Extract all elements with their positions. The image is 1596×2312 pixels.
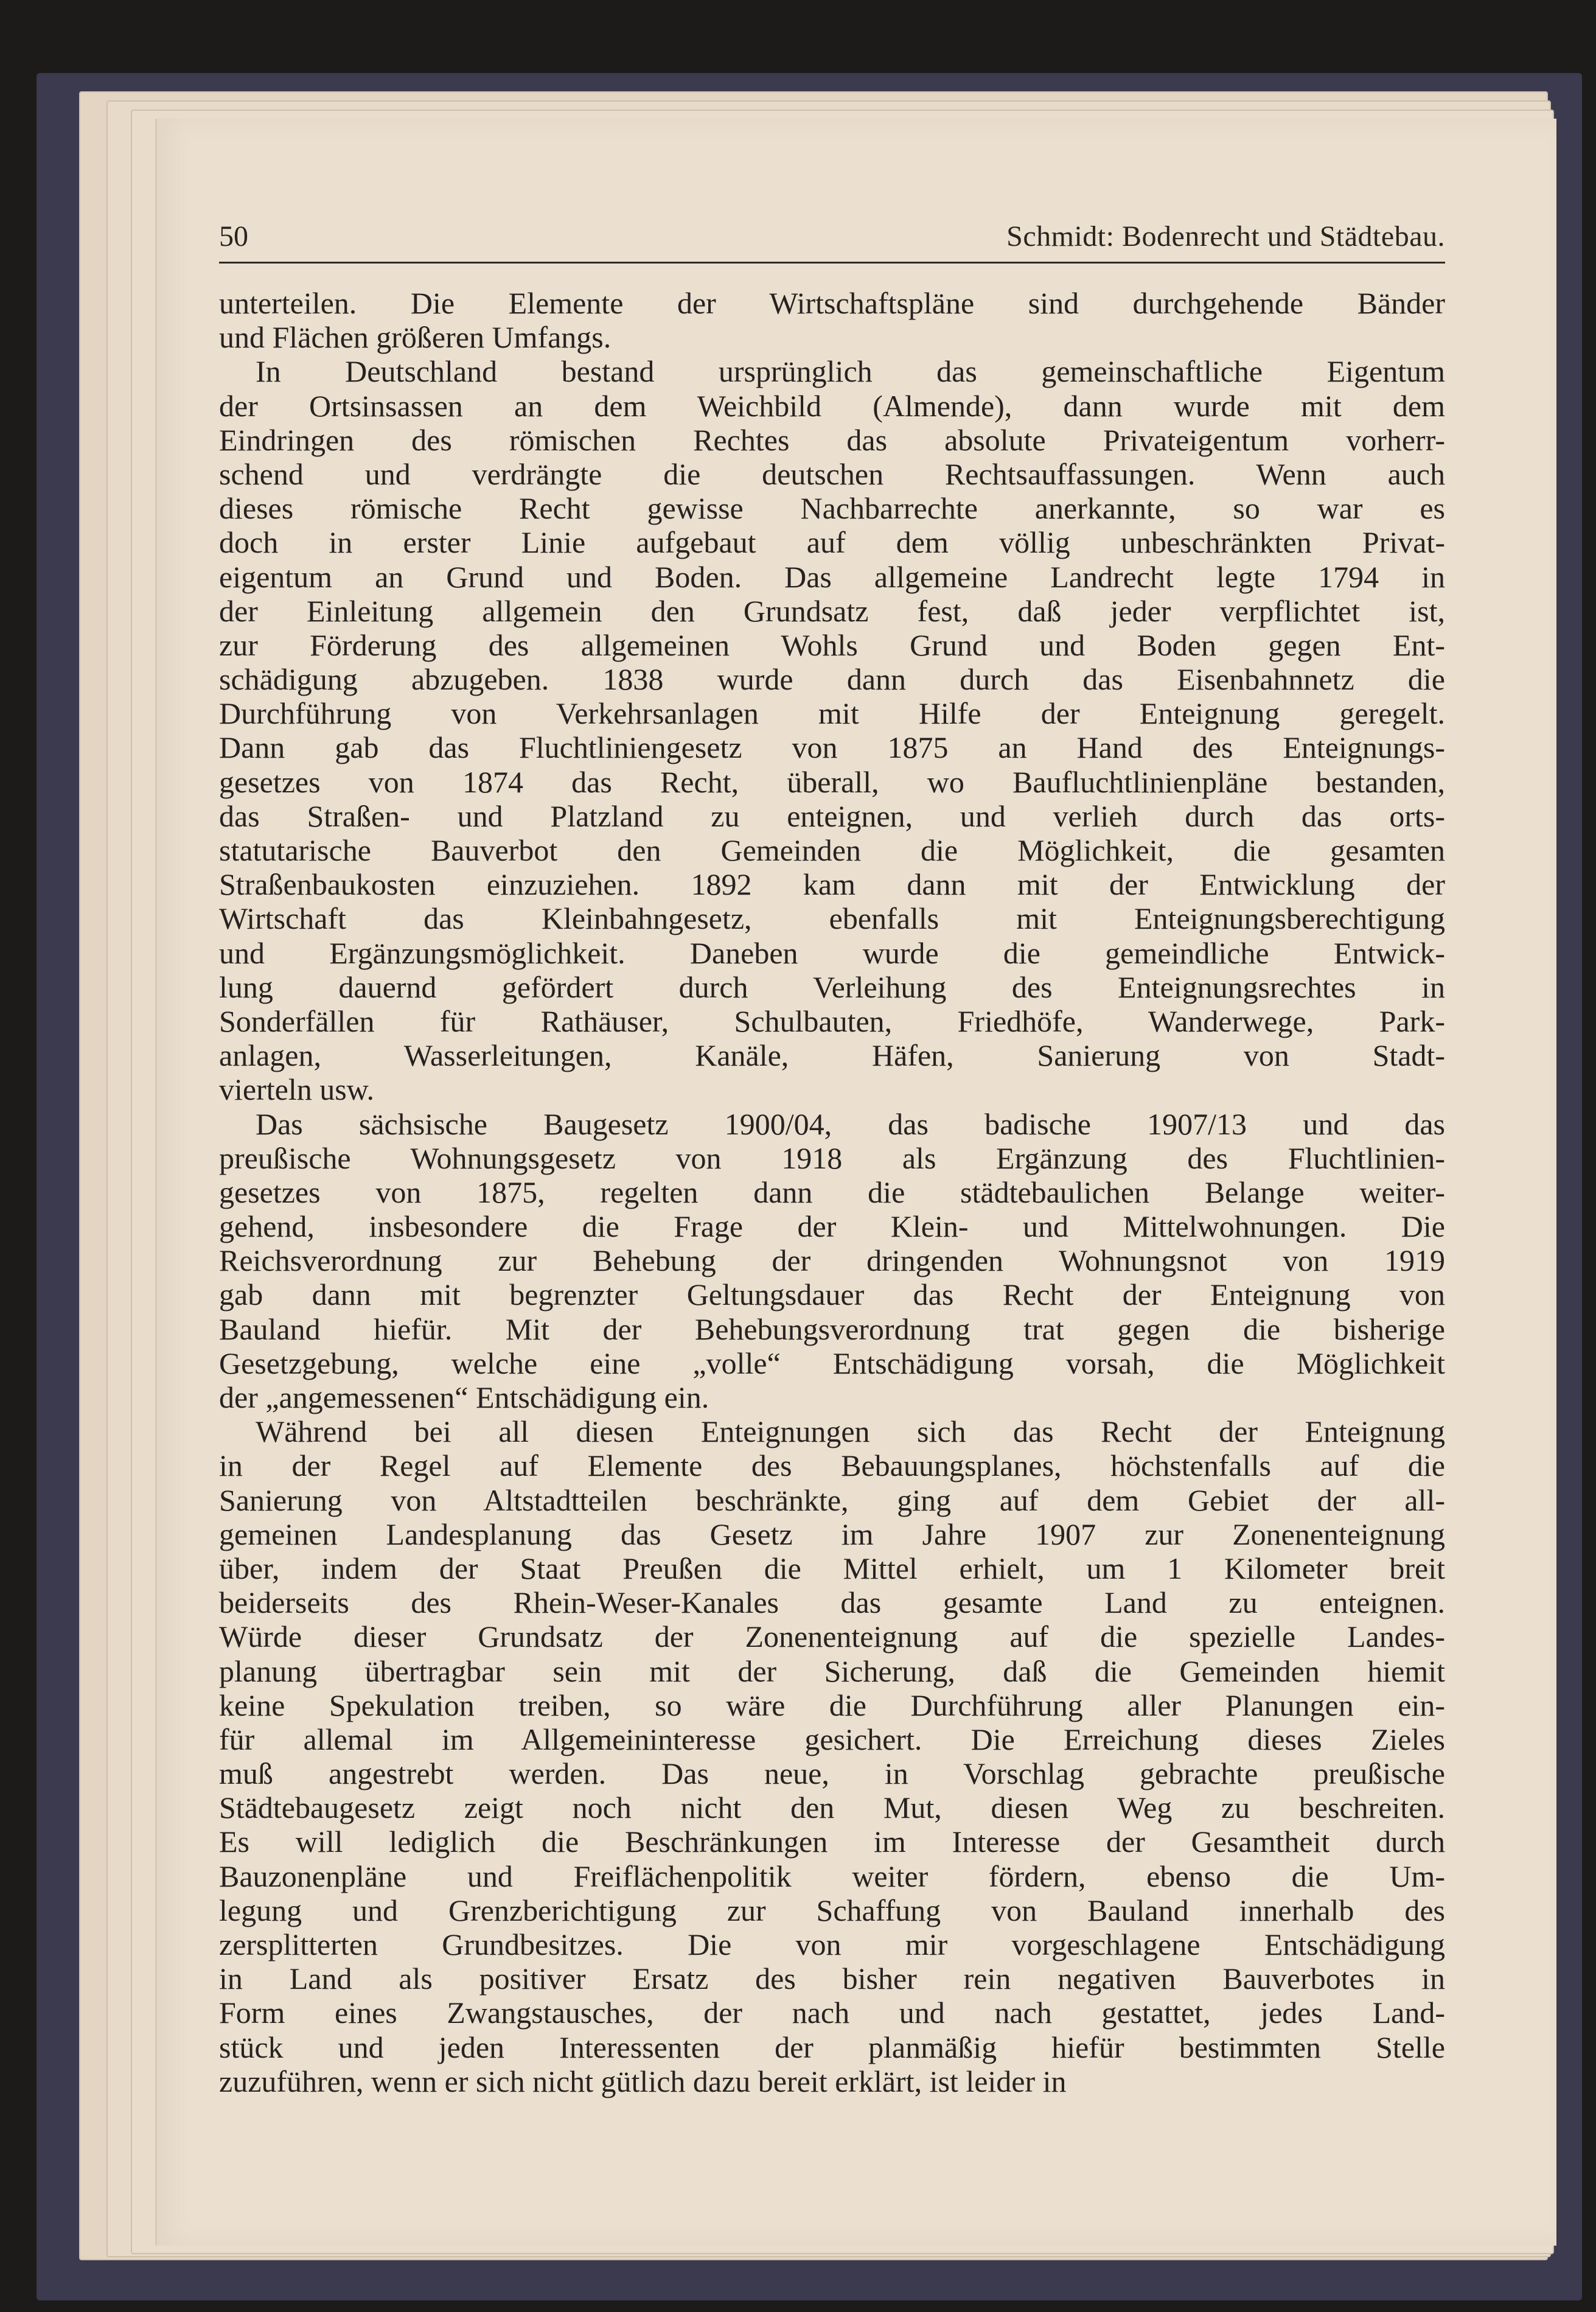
running-head: Schmidt: Bodenrecht und Städtebau. xyxy=(1006,220,1445,253)
text-line: schädigung abzugeben. 1838 wurde dann durch das Eisenbahnnetz die xyxy=(219,662,1445,697)
text-line: stück und jeden Interessenten der planmäßig hiefür bestimmten Stelle xyxy=(219,2030,1445,2064)
text-line: gehend, insbesondere die Frage der Klein- und Mittelwohnungen. Die xyxy=(219,1209,1445,1244)
text-line: anlagen, Wasserleitungen, Kanäle, Häfen, Sanierung von Stadt- xyxy=(219,1038,1445,1073)
text-line: Form eines Zwangstausches, der nach und nach gestattet, jedes Land- xyxy=(219,1996,1445,2030)
page-header xyxy=(219,207,1445,262)
text-line: planung übertragbar sein mit der Sicherung, daß die Gemeinden hiemit xyxy=(219,1654,1445,1688)
text-line: Dann gab das Fluchtliniengesetz von 1875 an Hand des Enteignungs- xyxy=(219,730,1445,765)
text-line: unterteilen. Die Elemente der Wirtschaftspläne sind durchgehende Bänder xyxy=(219,286,1445,320)
text-line: lung dauernd gefördert durch Verleihung des Enteignungsrechtes in xyxy=(219,969,1445,1004)
text-line: Eindringen des römischen Rechtes das absolute Privateigentum vorherr- xyxy=(219,422,1445,457)
text-line: das Straßen- und Platzland zu enteignen, und verlieh durch das orts- xyxy=(219,798,1445,833)
header-rule xyxy=(219,262,1445,264)
text-line: und Flächen größeren Umfangs. xyxy=(219,320,612,355)
text-line: preußische Wohnungsgesetz von 1918 als Ergänzung des Fluchtlinien- xyxy=(219,1140,1445,1175)
paragraph xyxy=(219,1107,1445,1415)
text-line: für allemal im Allgemeininteresse gesichert. Die Erreichung dieses Zieles xyxy=(219,1722,1445,1756)
text-line: Das sächsische Baugesetz 1900/04, das badische 1907/13 und das xyxy=(256,1106,1445,1141)
text-line: und Ergänzungsmöglichkeit. Daneben wurde die gemeindliche Entwick- xyxy=(219,935,1445,970)
page-number: 50 xyxy=(219,220,248,253)
text-line: Wirtschaft das Kleinbahngesetz, ebenfalls mit Enteignungsberechtigung xyxy=(219,901,1445,936)
text-line: Gesetzgebung, welche eine „volle“ Entschädigung vorsah, die Möglichkeit xyxy=(219,1346,1445,1380)
text-line: in Land als positiver Ersatz des bisher rein negativen Bauverbotes in xyxy=(219,1961,1445,1996)
text-line: Straßenbaukosten einzuziehen. 1892 kam dann mit der Entwicklung der xyxy=(219,867,1445,902)
text-line: gab dann mit begrenzter Geltungsdauer das Recht der Enteignung von xyxy=(219,1277,1445,1312)
text-line: in der Regel auf Elemente des Bebauungsplanes, höchstenfalls auf die xyxy=(219,1448,1445,1483)
text-line: der Ortsinsassen an dem Weichbild (Almende), dann wurde mit dem xyxy=(219,388,1445,423)
text-line: Bauzonenpläne und Freiflächenpolitik weiter fördern, ebenso die Um- xyxy=(219,1859,1445,1893)
text-line: eigentum an Grund und Boden. Das allgemeine Landrecht legte 1794 in xyxy=(219,559,1445,594)
text-line: gesetzes von 1874 das Recht, überall, wo Baufluchtlinienpläne bestanden, xyxy=(219,764,1445,799)
paragraph xyxy=(219,286,1445,354)
paragraph xyxy=(219,354,1445,1106)
text-line: Städtebaugesetz zeigt noch nicht den Mut, diesen Weg zu beschreiten. xyxy=(219,1790,1445,1825)
text-line: zur Förderung des allgemeinen Wohls Grund und Boden gegen Ent- xyxy=(219,627,1445,662)
text-line: vierteln usw. xyxy=(219,1072,375,1107)
text-line: legung und Grenzberichtigung zur Schaffung von Bauland innerhalb des xyxy=(219,1893,1445,1927)
text-line: Würde dieser Grundsatz der Zonenenteignung auf die spezielle Landes- xyxy=(219,1619,1445,1654)
text-line: schend und verdrängte die deutschen Rechtsauffassungen. Wenn auch xyxy=(219,456,1445,491)
text-line: zuzuführen, wenn er sich nicht gütlich dazu bereit erklärt, ist leider in xyxy=(219,2064,1067,2098)
text-line: gesetzes von 1875, regelten dann die städtebaulichen Belange weiter- xyxy=(219,1175,1445,1209)
text-line: dieses römische Recht gewisse Nachbarrechte anerkannte, so war es xyxy=(219,491,1445,526)
text-line: der „angemessenen“ Entschädigung ein. xyxy=(219,1380,709,1414)
text-line: statutarische Bauverbot den Gemeinden die Möglichkeit, die gesamten xyxy=(219,833,1445,867)
text-line: doch in erster Linie aufgebaut auf dem völlig unbeschränkten Privat- xyxy=(219,525,1445,560)
text-line: keine Spekulation treiben, so wäre die Durchführung aller Planungen ein- xyxy=(219,1688,1445,1722)
text-line: über, indem der Staat Preußen die Mittel erhielt, um 1 Kilometer breit xyxy=(219,1551,1445,1585)
text-line: beiderseits des Rhein-Weser-Kanales das gesamte Land zu enteignen. xyxy=(219,1585,1445,1620)
text-line: gemeinen Landesplanung das Gesetz im Jahre 1907 zur Zonenenteignung xyxy=(219,1517,1445,1551)
text-line: Es will lediglich die Beschränkungen im Interesse der Gesamtheit durch xyxy=(219,1825,1445,1859)
text-line: Während bei all diesen Enteignungen sich das Recht der Enteignung xyxy=(256,1414,1445,1449)
text-line: Durchführung von Verkehrsanlagen mit Hilfe der Enteignung geregelt. xyxy=(219,696,1445,731)
text-line: In Deutschland bestand ursprünglich das gemeinschaftliche Eigentum xyxy=(256,354,1445,389)
text-line: Bauland hiefür. Mit der Behebungsverordnung trat gegen die bisherige xyxy=(219,1311,1445,1346)
text-line: Sonderfällen für Rathäuser, Schulbauten, Friedhöfe, Wanderwege, Park- xyxy=(219,1004,1445,1038)
text-line: Sanierung von Altstadtteilen beschränkte, ging auf dem Gebiet der all- xyxy=(219,1483,1445,1517)
text-line: der Einleitung allgemein den Grundsatz fest, daß jeder verpflichtet ist, xyxy=(219,593,1445,628)
paragraph xyxy=(219,1414,1445,2098)
text-line: zersplitterten Grundbesitzes. Die von mir vorgeschlagene Entschädigung xyxy=(219,1927,1445,1961)
text-line: muß angestrebt werden. Das neue, in Vorschlag gebrachte preußische xyxy=(219,1756,1445,1791)
text-line: Reichsverordnung zur Behebung der dringenden Wohnungsnot von 1919 xyxy=(219,1243,1445,1278)
body-text xyxy=(219,286,1445,2098)
